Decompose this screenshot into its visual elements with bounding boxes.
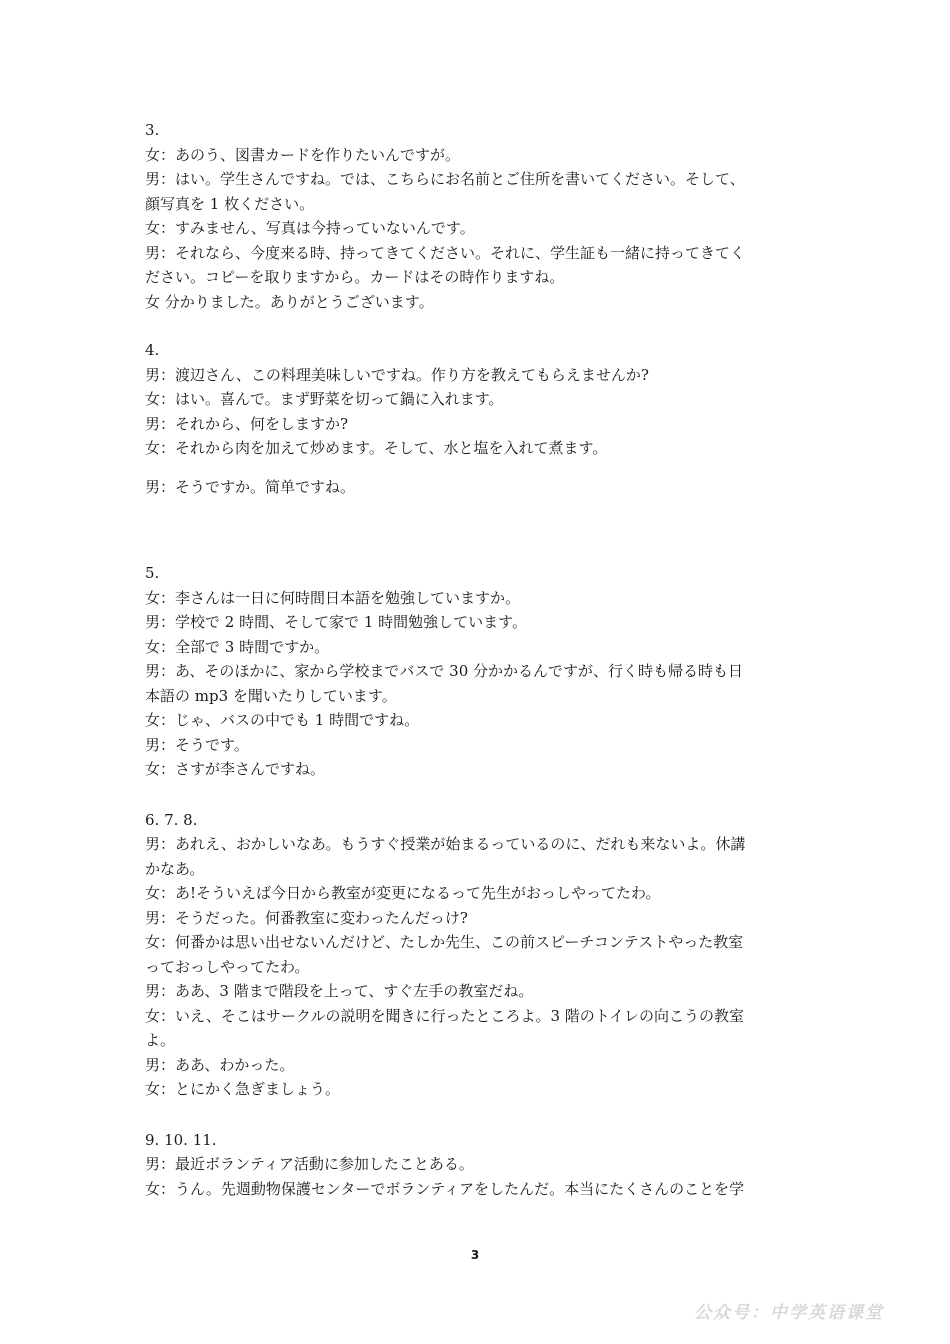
line-text: ：あ!そういえば今日から教室が変更になるって先生がおっしやってたわ。 bbox=[160, 884, 661, 902]
line-text: よ。 bbox=[145, 1031, 176, 1049]
speaker-label: 男 bbox=[145, 477, 161, 496]
watermark: 公众号：中学英语课堂 bbox=[694, 1303, 884, 1323]
speaker-label: 男 bbox=[145, 613, 161, 631]
line-text: ：あ、そのほかに、家から学校までバスで 30 分かかるんですが、行く時も帰る時も日 bbox=[160, 662, 744, 680]
speaker-label: 男 bbox=[145, 414, 161, 433]
line-text: っておっしやってたわ。 bbox=[145, 957, 310, 976]
line-text: かなあ。 bbox=[145, 859, 205, 878]
line-text: ：すみません、写真は今持っていないんです。 bbox=[160, 219, 475, 237]
speaker-label: 女 bbox=[145, 637, 161, 656]
dialogue-line bbox=[145, 387, 815, 412]
section-number: 5. bbox=[145, 564, 160, 582]
speaker-label: 男 bbox=[145, 662, 161, 680]
line-text: ：それから肉を加えて炒めます。そして、水と塩を入れて煮ます。 bbox=[160, 439, 608, 457]
dialogue-line bbox=[145, 1028, 815, 1053]
line-text: 本語の mp3 を聞いたりしています。 bbox=[145, 686, 397, 705]
speaker-label: 女 bbox=[145, 933, 161, 951]
section-5 bbox=[145, 561, 815, 782]
line-text: ：うん。先週動物保護センターでボランティアをしたんだ。本当にたくさんのことを学 bbox=[160, 1179, 745, 1198]
speaker-label: 女 bbox=[145, 760, 161, 778]
speaker-label: 男 bbox=[145, 735, 161, 754]
section-4 bbox=[145, 338, 815, 499]
speaker-label: 女 bbox=[145, 292, 161, 311]
dialogue-line bbox=[145, 241, 815, 266]
dialogue-line bbox=[145, 906, 815, 931]
line-text: ：全部で 3 時間ですか。 bbox=[160, 637, 330, 656]
speaker-label: 女 bbox=[145, 439, 161, 457]
section-9-10-11 bbox=[145, 1128, 815, 1202]
section-number: 3. bbox=[145, 121, 160, 139]
dialogue-line bbox=[145, 659, 815, 684]
dialogue-line bbox=[145, 475, 815, 500]
line-text: ：何番かは思い出せないんだけど、たしか先生、この前スピーチコンテストやった教室 bbox=[160, 933, 744, 951]
page-number: 3 bbox=[470, 1248, 480, 1262]
line-text: ：学校で 2 時間、そして家で 1 時間勉強しています。 bbox=[160, 613, 527, 631]
dialogue-line bbox=[145, 684, 815, 709]
speaker-label: 男 bbox=[145, 365, 161, 384]
section-number: 4. bbox=[145, 341, 160, 359]
line-text: ：そうです。 bbox=[160, 735, 249, 754]
line-text: ：それから、何をしますか? bbox=[160, 414, 349, 433]
line-text: ：はい。学生さんですね。では、こちらにお名前とご住所を書いてください。そして、 bbox=[160, 170, 745, 188]
dialogue-line bbox=[145, 586, 815, 611]
speaker-label: 男 bbox=[145, 243, 161, 262]
dialogue-line bbox=[145, 1077, 815, 1102]
dialogue-line bbox=[145, 757, 815, 782]
section-number: 6. 7. 8. bbox=[145, 810, 198, 829]
dialogue-line bbox=[145, 955, 815, 980]
line-text: ：渡辺さん、この料理美味しいですね。作り方を教えてもらえませんか? bbox=[160, 365, 649, 384]
line-text: ：李さんは一日に何時間日本語を勉強していますか。 bbox=[160, 588, 521, 607]
speaker-label: 男 bbox=[145, 908, 161, 927]
speaker-label: 女 bbox=[145, 711, 161, 729]
dialogue-line bbox=[145, 635, 815, 660]
dialogue-line bbox=[145, 881, 815, 906]
dialogue-line bbox=[145, 857, 815, 882]
section-3 bbox=[145, 118, 815, 314]
dialogue-line bbox=[145, 1152, 815, 1177]
speaker-label: 女 bbox=[145, 1080, 161, 1098]
section-6-7-8 bbox=[145, 808, 815, 1102]
dialogue-line bbox=[145, 610, 815, 635]
line-text: 分かりました。ありがとうございます。 bbox=[160, 292, 434, 311]
dialogue-line bbox=[145, 1053, 815, 1078]
dialogue-line bbox=[145, 979, 815, 1004]
dialogue-line bbox=[145, 832, 815, 857]
line-text: ださい。コピーを取りますから。カードはその時作りますね。 bbox=[145, 268, 565, 286]
section-gap bbox=[145, 782, 815, 808]
speaker-label: 女 bbox=[145, 588, 161, 607]
section-gap bbox=[145, 314, 815, 338]
section-gap bbox=[145, 499, 815, 561]
speaker-label: 女 bbox=[145, 219, 161, 237]
line-text: ：あれえ、おかしいなあ。もうすぐ授業が始まるっているのに、だれも来ないよ。休講 bbox=[160, 835, 746, 853]
dialogue-line bbox=[145, 708, 815, 733]
dialogue-line bbox=[145, 265, 815, 290]
speaker-label: 女 bbox=[145, 1179, 161, 1198]
line-text: ：そうだった。何番教室に変わったんだっけ? bbox=[160, 908, 468, 927]
speaker-label: 男 bbox=[145, 982, 161, 1000]
dialogue-line bbox=[145, 930, 815, 955]
speaker-label: 男 bbox=[145, 170, 161, 188]
line-text: 顔写真を 1 枚ください。 bbox=[145, 194, 315, 213]
line-text: ：ああ、わかった。 bbox=[160, 1055, 295, 1074]
dialogue-line bbox=[145, 1004, 815, 1029]
dialogue-line bbox=[145, 290, 815, 315]
line-text: ：いえ、そこはサークルの説明を聞きに行ったところよ。3 階のトイレの向こうの教室 bbox=[160, 1006, 745, 1025]
line-text: ：最近ボランティア活動に参加したことある。 bbox=[160, 1155, 474, 1173]
line-text: ：はい。喜んで。まず野菜を切って鍋に入れます。 bbox=[160, 390, 504, 408]
line-text: ：とにかく急ぎましょう。 bbox=[160, 1080, 341, 1098]
dialogue-line bbox=[145, 436, 815, 461]
speaker-label: 男 bbox=[145, 1055, 161, 1074]
dialogue-line bbox=[145, 363, 815, 388]
dialogue-line bbox=[145, 216, 815, 241]
speaker-label: 女 bbox=[145, 390, 161, 408]
line-text: ：そうですか。简单ですね。 bbox=[160, 477, 356, 496]
speaker-label: 女 bbox=[145, 145, 161, 164]
line-text: ：じゃ、バスの中でも 1 時間ですね。 bbox=[160, 711, 420, 729]
speaker-label: 男 bbox=[145, 835, 161, 853]
transcript-content bbox=[145, 118, 815, 1201]
dialogue-line bbox=[145, 733, 815, 758]
line-text: ：それなら、今度来る時、持ってきてください。それに、学生証も一緒に持ってきてく bbox=[160, 243, 746, 262]
dialogue-line bbox=[145, 412, 815, 437]
speaker-label: 女 bbox=[145, 884, 161, 902]
speaker-label: 女 bbox=[145, 1006, 161, 1025]
line-text: ：さすが李さんですね。 bbox=[160, 760, 326, 778]
dialogue-line bbox=[145, 167, 815, 192]
section-gap bbox=[145, 1102, 815, 1128]
line-text: ：あのう、図書カードを作りたいんですが。 bbox=[160, 145, 461, 164]
speaker-label: 男 bbox=[145, 1155, 161, 1173]
dialogue-line bbox=[145, 1177, 815, 1202]
line-text: ：ああ、3 階まで階段を上って、すぐ左手の教室だね。 bbox=[160, 982, 534, 1000]
dialogue-line bbox=[145, 192, 815, 217]
dialogue-line bbox=[145, 143, 815, 168]
section-number: 9. 10. 11. bbox=[145, 1130, 217, 1149]
